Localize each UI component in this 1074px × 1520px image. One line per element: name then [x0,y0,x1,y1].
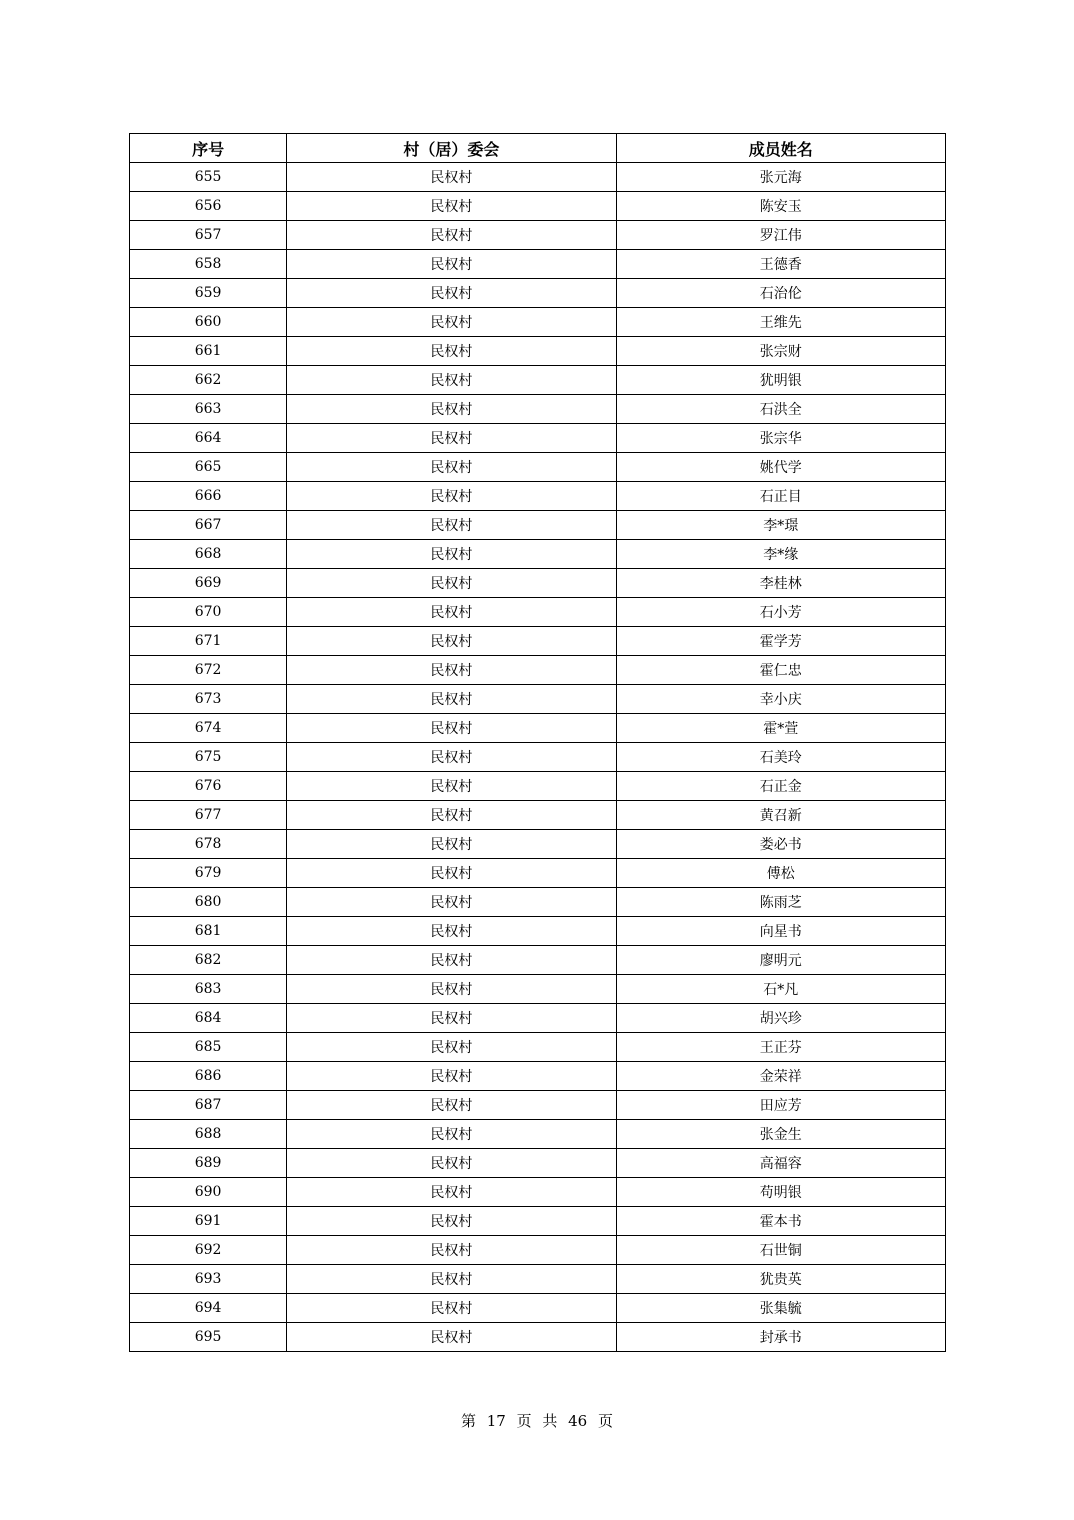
cell-village-committee: 民权村 [287,801,616,830]
table-row [130,308,946,337]
cell-village-committee: 民权村 [287,1265,616,1294]
cell-seq: 665 [130,453,287,482]
cell-seq: 681 [130,917,287,946]
table-row [130,337,946,366]
cell-seq: 694 [130,1294,287,1323]
cell-village-committee: 民权村 [287,772,616,801]
cell-village-committee: 民权村 [287,1178,616,1207]
cell-village-committee: 民权村 [287,250,616,279]
table-row [130,888,946,917]
cell-member-name: 霍仁忠 [616,656,945,685]
cell-seq: 666 [130,482,287,511]
table-body [130,163,946,1352]
cell-village-committee: 民权村 [287,424,616,453]
cell-seq: 658 [130,250,287,279]
cell-village-committee: 民权村 [287,685,616,714]
cell-member-name: 犹贵英 [616,1265,945,1294]
cell-member-name: 李*璟 [616,511,945,540]
cell-village-committee: 民权村 [287,1120,616,1149]
cell-member-name: 高福容 [616,1149,945,1178]
cell-village-committee: 民权村 [287,221,616,250]
cell-village-committee: 民权村 [287,859,616,888]
cell-village-committee: 民权村 [287,540,616,569]
cell-village-committee: 民权村 [287,569,616,598]
cell-village-committee: 民权村 [287,163,616,192]
table-row [130,1178,946,1207]
cell-member-name: 王维先 [616,308,945,337]
cell-member-name: 向星书 [616,917,945,946]
cell-seq: 685 [130,1033,287,1062]
cell-member-name: 石洪全 [616,395,945,424]
cell-seq: 670 [130,598,287,627]
cell-seq: 679 [130,859,287,888]
cell-seq: 690 [130,1178,287,1207]
table-row [130,1033,946,1062]
table-row [130,1207,946,1236]
table-row [130,598,946,627]
cell-seq: 693 [130,1265,287,1294]
table-row [130,1236,946,1265]
table-row [130,685,946,714]
table-row [130,975,946,1004]
table-row [130,250,946,279]
table-row [130,743,946,772]
table-row [130,801,946,830]
table-row [130,656,946,685]
cell-village-committee: 民权村 [287,888,616,917]
cell-village-committee: 民权村 [287,1236,616,1265]
cell-member-name: 娄必书 [616,830,945,859]
cell-member-name: 石小芳 [616,598,945,627]
cell-seq: 695 [130,1323,287,1352]
cell-member-name: 石治伦 [616,279,945,308]
cell-seq: 667 [130,511,287,540]
cell-seq: 683 [130,975,287,1004]
cell-village-committee: 民权村 [287,366,616,395]
cell-member-name: 石正目 [616,482,945,511]
cell-member-name: 张集毓 [616,1294,945,1323]
header-seq: 序号 [130,134,287,163]
cell-member-name: 陈雨芝 [616,888,945,917]
cell-member-name: 张宗华 [616,424,945,453]
table-row [130,830,946,859]
cell-seq: 657 [130,221,287,250]
cell-member-name: 张宗财 [616,337,945,366]
cell-seq: 662 [130,366,287,395]
page-number: 第 17 页 共 46 页 [460,1412,613,1430]
cell-member-name: 田应芳 [616,1091,945,1120]
table-row [130,627,946,656]
cell-seq: 661 [130,337,287,366]
cell-seq: 664 [130,424,287,453]
table-row [130,1062,946,1091]
cell-member-name: 罗江伟 [616,221,945,250]
table-row [130,946,946,975]
table-row [130,1091,946,1120]
table-row [130,1149,946,1178]
cell-village-committee: 民权村 [287,308,616,337]
table-row [130,540,946,569]
cell-member-name: 封承书 [616,1323,945,1352]
cell-member-name: 傅松 [616,859,945,888]
cell-member-name: 幸小庆 [616,685,945,714]
cell-seq: 676 [130,772,287,801]
cell-seq: 691 [130,1207,287,1236]
cell-member-name: 石正金 [616,772,945,801]
cell-seq: 656 [130,192,287,221]
cell-seq: 678 [130,830,287,859]
cell-village-committee: 民权村 [287,946,616,975]
cell-seq: 660 [130,308,287,337]
table-row [130,1004,946,1033]
cell-member-name: 霍本书 [616,1207,945,1236]
cell-village-committee: 民权村 [287,714,616,743]
table-row [130,279,946,308]
table-header-row [130,134,946,163]
cell-seq: 687 [130,1091,287,1120]
table-row [130,395,946,424]
table-row [130,1323,946,1352]
cell-village-committee: 民权村 [287,1323,616,1352]
header-village-committee: 村（居）委会 [287,134,616,163]
table-row [130,1120,946,1149]
cell-member-name: 张元海 [616,163,945,192]
table-row [130,221,946,250]
table-row [130,366,946,395]
cell-village-committee: 民权村 [287,975,616,1004]
table-row [130,772,946,801]
cell-village-committee: 民权村 [287,830,616,859]
cell-seq: 673 [130,685,287,714]
cell-seq: 688 [130,1120,287,1149]
table-row [130,714,946,743]
cell-seq: 686 [130,1062,287,1091]
cell-village-committee: 民权村 [287,395,616,424]
cell-member-name: 姚代学 [616,453,945,482]
cell-member-name: 王德香 [616,250,945,279]
cell-seq: 663 [130,395,287,424]
cell-seq: 668 [130,540,287,569]
cell-village-committee: 民权村 [287,1207,616,1236]
cell-seq: 669 [130,569,287,598]
cell-village-committee: 民权村 [287,1004,616,1033]
cell-village-committee: 民权村 [287,598,616,627]
cell-member-name: 李桂林 [616,569,945,598]
cell-village-committee: 民权村 [287,656,616,685]
cell-village-committee: 民权村 [287,1033,616,1062]
cell-village-committee: 民权村 [287,192,616,221]
cell-member-name: 胡兴珍 [616,1004,945,1033]
cell-village-committee: 民权村 [287,743,616,772]
cell-member-name: 黄召新 [616,801,945,830]
cell-village-committee: 民权村 [287,511,616,540]
cell-seq: 674 [130,714,287,743]
cell-member-name: 石*凡 [616,975,945,1004]
cell-seq: 680 [130,888,287,917]
table-row [130,482,946,511]
header-member-name: 成员姓名 [616,134,945,163]
table-row [130,859,946,888]
cell-seq: 675 [130,743,287,772]
cell-member-name: 王正芬 [616,1033,945,1062]
cell-village-committee: 民权村 [287,482,616,511]
cell-member-name: 苟明银 [616,1178,945,1207]
cell-member-name: 张金生 [616,1120,945,1149]
cell-seq: 689 [130,1149,287,1178]
cell-seq: 671 [130,627,287,656]
table-row [130,453,946,482]
cell-member-name: 石美玲 [616,743,945,772]
cell-village-committee: 民权村 [287,453,616,482]
cell-village-committee: 民权村 [287,1294,616,1323]
cell-member-name: 霍学芳 [616,627,945,656]
cell-member-name: 犹明银 [616,366,945,395]
cell-seq: 684 [130,1004,287,1033]
cell-member-name: 陈安玉 [616,192,945,221]
table-row [130,511,946,540]
table-row [130,424,946,453]
cell-member-name: 石世铜 [616,1236,945,1265]
table-row [130,163,946,192]
cell-village-committee: 民权村 [287,279,616,308]
cell-seq: 692 [130,1236,287,1265]
cell-member-name: 金荣祥 [616,1062,945,1091]
cell-seq: 659 [130,279,287,308]
member-table [129,133,946,1352]
cell-village-committee: 民权村 [287,627,616,656]
cell-village-committee: 民权村 [287,1091,616,1120]
cell-member-name: 霍*萱 [616,714,945,743]
table-row [130,1294,946,1323]
table-row [130,917,946,946]
cell-village-committee: 民权村 [287,337,616,366]
cell-member-name: 廖明元 [616,946,945,975]
table-row [130,192,946,221]
table-row [130,1265,946,1294]
cell-seq: 677 [130,801,287,830]
cell-seq: 672 [130,656,287,685]
table-row [130,569,946,598]
cell-village-committee: 民权村 [287,1149,616,1178]
cell-village-committee: 民权村 [287,917,616,946]
cell-village-committee: 民权村 [287,1062,616,1091]
cell-seq: 655 [130,163,287,192]
cell-member-name: 李*缘 [616,540,945,569]
cell-seq: 682 [130,946,287,975]
